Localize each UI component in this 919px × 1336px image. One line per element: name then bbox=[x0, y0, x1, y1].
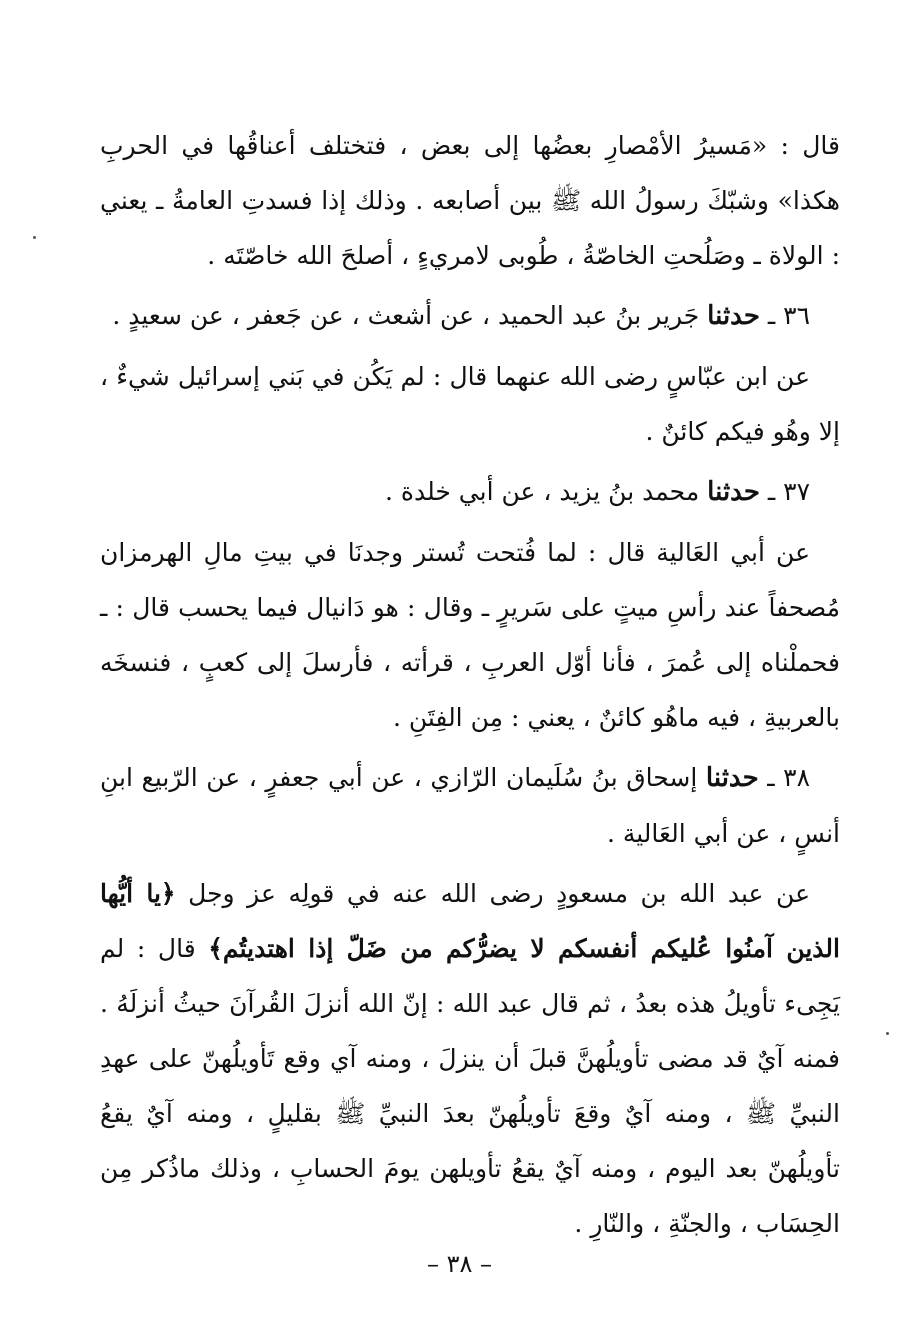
hadith-38-body: قال : لم يَجِىء تأويلُ هذه بعدُ ، ثم قال عبد الله : إنّ الله أنزلَ القُرآنَ حيثُ أنزلَهُ . فمنه آيٌ قد مضى تأويلُهنَّ قبلَ أن ينزلَ ، ومنه آي وقع تَأويلُهنّ على عهدِ النبيِّ ﷺ ، ومنه آيٌ وقعَ تأويلُهنّ بعدَ النبيِّ ﷺ بقليلٍ ، ومنه آيٌ يقعُ تأويلُهنّ بعد اليوم ، ومنه آيٌ يقعُ تأويلهن يومَ الحسابِ ، وذلك ماذُكر مِن الحِسَاب ، والجنّةِ ، والنّارِ . bbox=[100, 934, 841, 1238]
hadith-38-text bbox=[100, 866, 840, 1251]
book-page bbox=[100, 118, 841, 1238]
paragraph-1 bbox=[100, 118, 840, 283]
hadith-38-number: ٣٨ ـ bbox=[767, 763, 810, 792]
haddathana-heading: حدثنا bbox=[707, 477, 760, 507]
hadith-37-text bbox=[100, 525, 840, 745]
scan-speck bbox=[33, 236, 36, 239]
haddathana-heading: حدثنا bbox=[707, 301, 760, 331]
page-number: – ٣٨ – bbox=[426, 1250, 493, 1278]
hadith-37-number: ٣٧ ـ bbox=[767, 477, 810, 506]
scan-speck bbox=[886, 1032, 889, 1035]
hadith-36-text bbox=[100, 349, 840, 459]
hadith-38-narrators: إسحاق بنُ سُلَيمان الرّازي ، عن أبي جعفرٍ ، عن الرّبيع ابنِ أنسٍ ، عن أبي العَالية . bbox=[100, 763, 840, 848]
haddathana-heading: حدثنا bbox=[705, 763, 759, 793]
hadith-38-chain bbox=[100, 750, 840, 861]
hadith-37-narrators: محمد بنُ يزيد ، عن أبي خلدة . bbox=[385, 477, 700, 506]
hadith-38-intro: عن عبد الله بن مسعودٍ رضى الله عنه في قولِه عز وجل bbox=[188, 879, 810, 908]
paragraph-1-text: قال : «مَسيرُ الأمْصارِ بعضُها إلى بعض ، فتختلف أعناقُها في الحربِ هكذا» وشبّكَ رسولُ الله ﷺ بين أصابعه . وذلك إذا فسدتِ العامةُ ـ يعني : الولاة ـ وصَلُحتِ الخاصّةُ ، طُوبى لامريءٍ ، أصلحَ الله خاصّتَه . bbox=[100, 131, 840, 270]
hadith-36-narrators: جَرير بنُ عبد الحميد ، عن أشعث ، عن جَعفر ، عن سعيدٍ . bbox=[112, 301, 700, 330]
hadith-37-body: عن أبي العَالية قال : لما فُتحت تُستر وجدنَا في بيتِ مالِ الهرمزان مُصحفاً عند رأسِ ميتٍ على سَريرٍ ـ وقال : هو دَانيال فيما يحسب قال : ـ فحملْناه إلى عُمرَ ، فأنا أوّل العربِ ، قرأته ، فأرسلَ إلى كعبٍ ، فنسخَه بالعربيةِ ، فيه ماهُو كائنٌ ، يعني : مِن الفِتَنِ . bbox=[100, 538, 840, 732]
quran-verse: ﴿يا أيُّها الذين آمنُوا عُليكم أنفسكم لا يضرُّكم من ضَلّ إذا اهتديتُم﴾ bbox=[100, 879, 840, 963]
hadith-36-number: ٣٦ ـ bbox=[767, 301, 810, 330]
hadith-36-body: عن ابن عبّاسٍ رضى الله عنهما قال : لم يَكُن في بَني إسرائيل شيءٌ ، إلا وهُو فيكم كائنٌ . bbox=[100, 362, 840, 446]
hadith-36-chain bbox=[100, 288, 840, 344]
hadith-37-chain bbox=[100, 464, 840, 520]
